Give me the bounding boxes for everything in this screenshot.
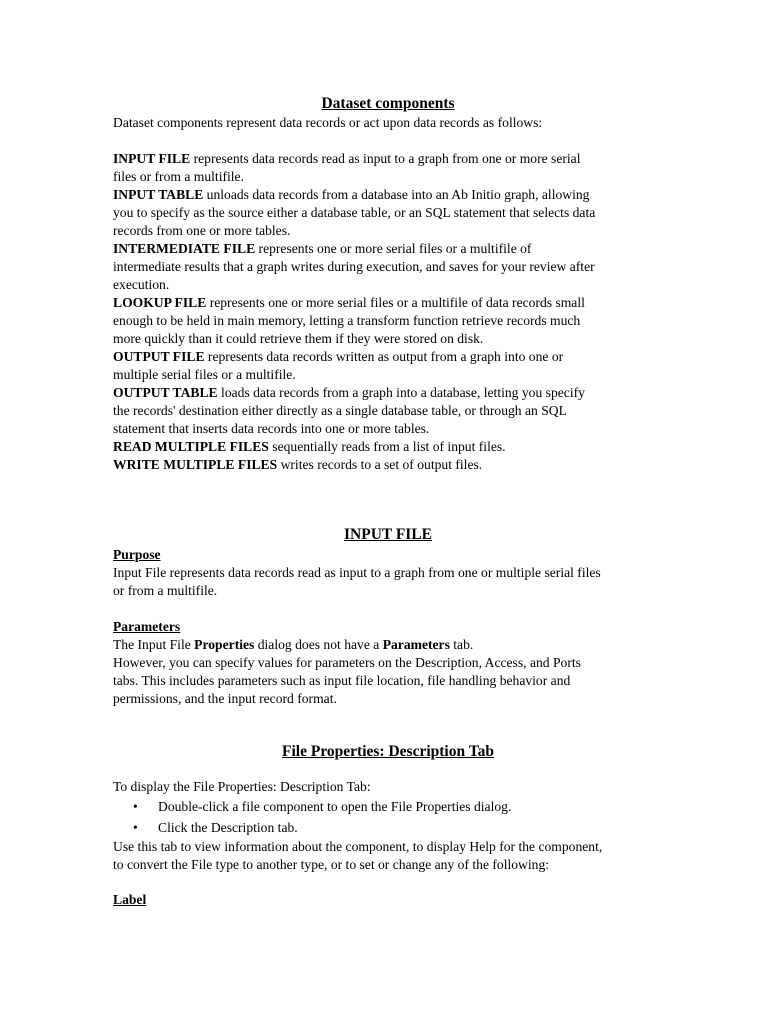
- purpose-line: or from a multifile.: [113, 583, 218, 598]
- body-line: Use this tab to view information about the component, to display Help for the component,: [113, 839, 603, 854]
- component-item-intermediate-file: [113, 240, 663, 294]
- component-item-input-table: [113, 186, 663, 240]
- list-item-text: Click the Description tab.: [158, 820, 298, 835]
- input-file-heading: INPUT FILE: [344, 526, 432, 543]
- desc-line: represents data records written as output from a graph into one or: [204, 349, 564, 364]
- component-item-lookup-file: [113, 294, 663, 348]
- component-item-input-file: [113, 150, 663, 186]
- list-item: [113, 817, 663, 838]
- bullet-icon: •: [133, 799, 138, 814]
- parameters-line: permissions, and the input record format.: [113, 691, 337, 706]
- term: INPUT FILE: [113, 151, 191, 166]
- desc-line: represents data records read as input to a graph from one or more serial: [190, 151, 581, 166]
- text-run: The Input File: [113, 637, 195, 652]
- bullet-icon: •: [133, 820, 138, 835]
- component-item-output-table: [113, 384, 663, 438]
- desc-line: the records' destination either directly as a single database table, or through an SQL: [113, 403, 567, 418]
- term: LOOKUP FILE: [113, 295, 207, 310]
- desc-line: execution.: [113, 277, 170, 292]
- term: INPUT TABLE: [113, 187, 204, 202]
- component-item-output-file: [113, 348, 663, 384]
- description-tab-intro: To display the File Properties: Description Tab:: [113, 779, 371, 794]
- text-run-bold: Properties: [194, 637, 255, 652]
- list-item: [113, 796, 663, 817]
- term: READ MULTIPLE FILES: [113, 439, 269, 454]
- term: OUTPUT FILE: [113, 349, 205, 364]
- input-file-section: [113, 525, 663, 708]
- desc-line: multiple serial files or a multifile.: [113, 367, 296, 382]
- parameters-line: tabs. This includes parameters such as input file location, file handling behavior and: [113, 673, 571, 688]
- dataset-intro: Dataset components represent data records or act upon data records as follows:: [113, 115, 543, 130]
- component-item-read-multiple-files: [113, 438, 663, 456]
- description-tab-heading: File Properties: Description Tab: [282, 743, 494, 760]
- purpose-label: Purpose: [113, 547, 161, 562]
- desc-line: sequentially reads from a list of input files.: [268, 439, 506, 454]
- desc-line: intermediate results that a graph writes during execution, and saves for your review after: [113, 259, 595, 274]
- desc-line: represents one or more serial files or a multifile of: [255, 241, 532, 256]
- desc-line: you to specify as the source either a database table, or an SQL statement that selects data: [113, 205, 596, 220]
- description-tab-section: [113, 742, 663, 909]
- parameters-note: [113, 636, 663, 654]
- body-line: to convert the File type to another type, or to set or change any of the following:: [113, 857, 550, 872]
- component-item-write-multiple-files: [113, 456, 663, 474]
- dataset-section: [113, 94, 663, 474]
- parameters-label: Parameters: [113, 619, 181, 634]
- desc-line: more quickly than it could retrieve them if they were stored on disk.: [113, 331, 484, 346]
- list-item-text: Double-click a file component to open the File Properties dialog.: [158, 799, 512, 814]
- term: INTERMEDIATE FILE: [113, 241, 256, 256]
- purpose-line: Input File represents data records read as input to a graph from one or multiple serial files: [113, 565, 601, 580]
- term: OUTPUT TABLE: [113, 385, 218, 400]
- desc-line: represents one or more serial files or a multifile of data records small: [206, 295, 585, 310]
- desc-line: unloads data records from a database into an Ab Initio graph, allowing: [203, 187, 590, 202]
- term: WRITE MULTIPLE FILES: [113, 457, 278, 472]
- desc-line: statement that inserts data records into one or more tables.: [113, 421, 430, 436]
- label-heading: Label: [113, 892, 147, 907]
- text-run: tab.: [449, 637, 474, 652]
- steps-list: [113, 796, 663, 838]
- desc-line: records from one or more tables.: [113, 223, 291, 238]
- desc-line: loads data records from a graph into a database, letting you specify: [217, 385, 585, 400]
- text-run: dialog does not have a: [254, 637, 383, 652]
- dataset-heading: Dataset components: [321, 95, 455, 112]
- desc-line: enough to be held in main memory, letting a transform function retrieve records much: [113, 313, 581, 328]
- desc-line: writes records to a set of output files.: [277, 457, 483, 472]
- text-run-bold: Parameters: [382, 637, 450, 652]
- parameters-line: However, you can specify values for parameters on the Description, Access, and Ports: [113, 655, 581, 670]
- desc-line: files or from a multifile.: [113, 169, 244, 184]
